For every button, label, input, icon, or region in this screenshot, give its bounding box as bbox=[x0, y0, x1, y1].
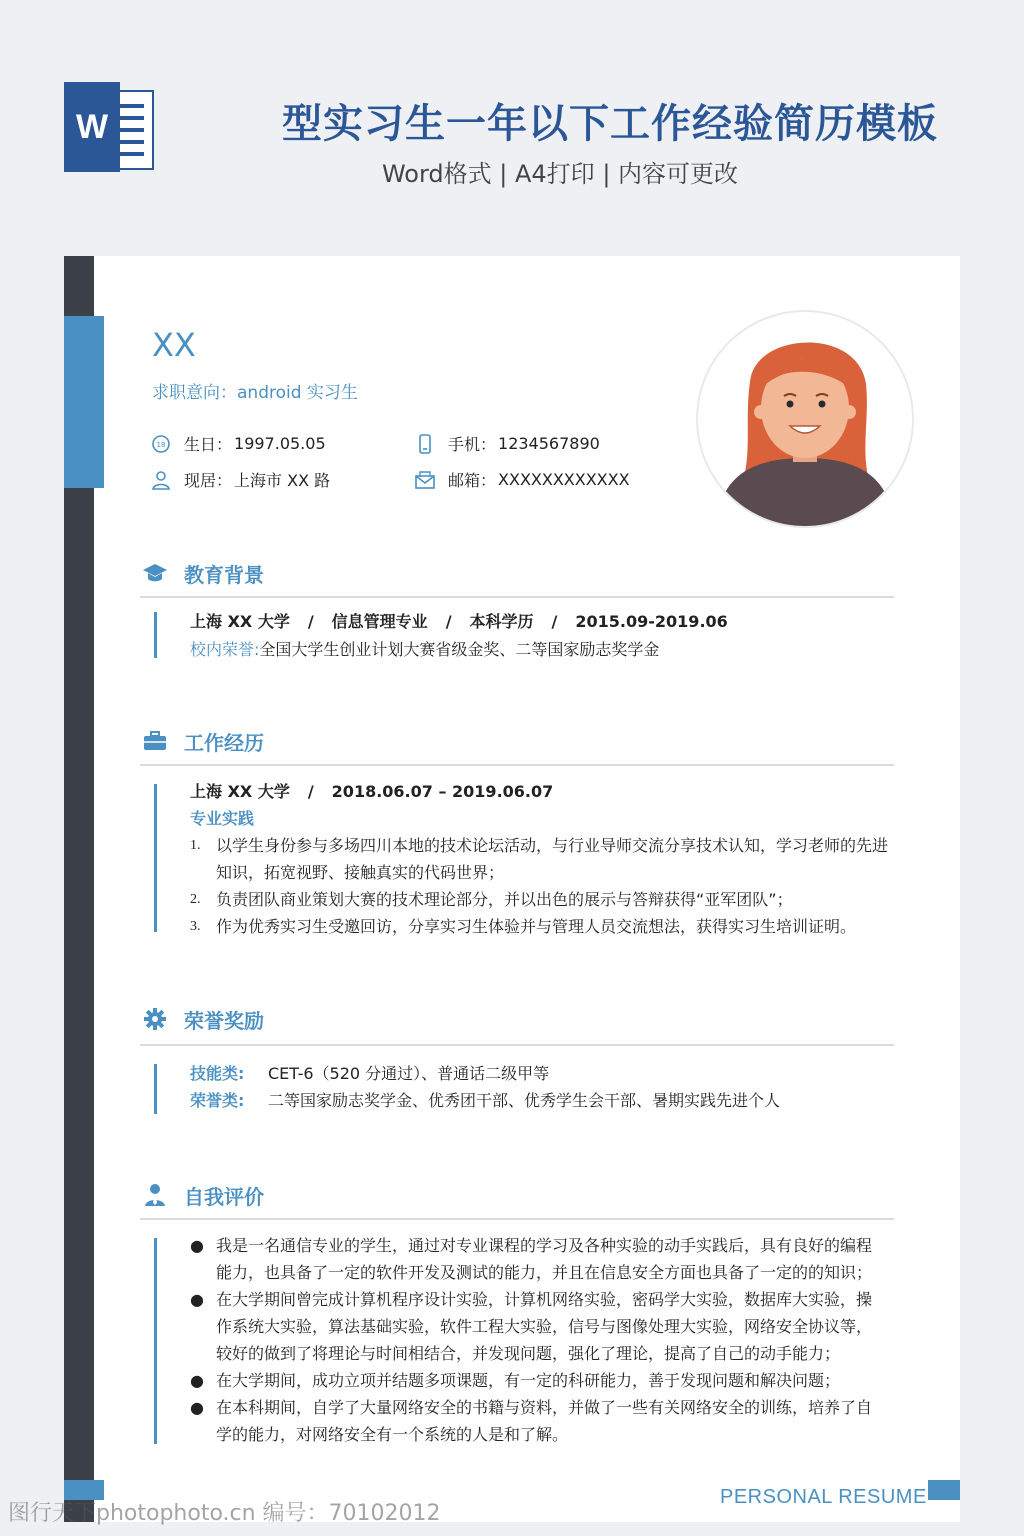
banner-title: 型实习生一年以下工作经验简历模板 bbox=[282, 101, 938, 147]
word-logo-letter: W bbox=[64, 82, 120, 172]
phone-label: 手机： bbox=[448, 435, 497, 454]
work-marker bbox=[154, 784, 157, 932]
awards-section-header bbox=[140, 1004, 264, 1034]
self-eval-section-header bbox=[140, 1180, 264, 1210]
education-honor-value: 全国大学生创业计划大赛省级金奖、二等国家励志奖学金 bbox=[259, 640, 660, 659]
honors-row bbox=[190, 1087, 780, 1114]
education-section-header bbox=[140, 558, 264, 588]
education-title: 教育背景 bbox=[184, 562, 264, 587]
self-eval-divider bbox=[140, 1218, 894, 1220]
phone-info bbox=[414, 432, 600, 455]
major: 信息管理专业 bbox=[331, 612, 428, 631]
birthday-icon bbox=[150, 433, 172, 455]
graduation-cap-icon bbox=[140, 558, 170, 588]
address-info bbox=[150, 468, 330, 491]
work-section-header bbox=[140, 726, 264, 756]
candidate-name: XX bbox=[152, 326, 196, 364]
self-eval-marker bbox=[154, 1238, 157, 1444]
self-eval-list bbox=[190, 1232, 886, 1448]
degree: 本科学历 bbox=[469, 612, 534, 631]
phone-value: 1234567890 bbox=[498, 434, 600, 453]
personal-resume-label: PERSONAL RESUME bbox=[720, 1486, 927, 1508]
corner-accent bbox=[928, 1480, 960, 1500]
address-label: 现居： bbox=[184, 471, 233, 490]
education-honor-label: 校内荣誉: bbox=[190, 640, 260, 659]
work-divider bbox=[140, 764, 894, 766]
email-icon bbox=[414, 469, 436, 491]
list-item: ● 在本科期间，自学了大量网络安全的书籍与资料，并做了一些有关网络安全的训练，培养了自学的能力，对网络安全有一个系统的人是和了解。 bbox=[190, 1398, 873, 1444]
education-divider bbox=[140, 596, 894, 598]
gear-icon bbox=[140, 1004, 170, 1034]
resume-paper bbox=[64, 256, 960, 1522]
avatar bbox=[696, 310, 914, 528]
list-item: 3. 作为优秀实习生受邀回访，分享实习生体验并与管理人员交流想法，获得实习生培训证明。 bbox=[190, 917, 857, 936]
work-period: 2018.06.07 – 2019.06.07 bbox=[331, 782, 554, 801]
list-item: 2. 负责团队商业策划大赛的技术理论部分，并以出色的展示与答辩获得“亚军团队”； bbox=[190, 890, 793, 909]
honors-value: 二等国家励志奖学金、优秀团干部、优秀学生会干部、暑期实践先进个人 bbox=[268, 1091, 781, 1110]
work-subtitle: 专业实践 bbox=[190, 809, 255, 828]
awards-title: 荣誉奖励 bbox=[184, 1008, 264, 1033]
address-value: 上海市 XX 路 bbox=[234, 471, 331, 490]
list-item: ● 在大学期间，成功立项并结题多项课题，有一定的科研能力，善于发现问题和解决问题； bbox=[190, 1371, 841, 1390]
birth-label: 生日： bbox=[184, 435, 233, 454]
job-intent: 求职意向：android 实习生 bbox=[152, 383, 358, 403]
work-title: 工作经历 bbox=[184, 730, 264, 755]
education-marker bbox=[154, 612, 157, 658]
email-label: 邮箱： bbox=[448, 471, 497, 490]
work-company: 上海 XX 大学 bbox=[190, 782, 290, 801]
skills-label: 技能类: bbox=[190, 1064, 245, 1083]
watermark: 图行天下photophoto.cn 编号：70102012 bbox=[8, 1501, 441, 1526]
awards-marker bbox=[154, 1064, 157, 1114]
person-tie-icon bbox=[140, 1180, 170, 1210]
avatar-illustration bbox=[698, 312, 912, 526]
self-eval-title: 自我评价 bbox=[184, 1184, 264, 1209]
list-item: 1. 以学生身份参与多场四川本地的技术论坛活动，与行业导师交流分享技术认知，学习老师的先进知识，拓宽视野、接触真实的代码世界； bbox=[190, 836, 889, 882]
school-name: 上海 XX 大学 bbox=[190, 612, 290, 631]
work-list bbox=[190, 832, 890, 940]
awards-divider bbox=[140, 1044, 894, 1046]
birth-info bbox=[150, 432, 326, 455]
word-logo-icon bbox=[64, 82, 156, 172]
briefcase-icon bbox=[140, 726, 170, 756]
education-period: 2015.09-2019.06 bbox=[575, 612, 728, 631]
email-info bbox=[414, 468, 630, 491]
list-item: ● 我是一名通信专业的学生，通过对专业课程的学习及各种实验的动手实践后，具有良好的编程能力，也具备了一定的软件开发及测试的能力，并且在信息安全方面也具备了一定的的知识； bbox=[190, 1236, 873, 1282]
skills-row bbox=[190, 1060, 549, 1087]
work-summary: 上海 XX 大学 / 2018.06.07 – 2019.06.07 bbox=[190, 782, 554, 801]
email-value: XXXXXXXXXXXX bbox=[498, 470, 630, 489]
education-summary: 上海 XX 大学 / 信息管理专业 / 本科学历 / 2015.09-2019.06 bbox=[190, 612, 728, 631]
left-accent-bar bbox=[64, 316, 104, 488]
list-item: ● 在大学期间曾完成计算机程序设计实验，计算机网络实验，密码学大实验，数据库大实验，操作系统大实验，算法基础实验，软件工程大实验，信号与图像处理大实验，网络安全协议等，较好的做到了将理论与时间相结合，并发现问题，强化了理论，提高了自己的动手能力； bbox=[190, 1290, 873, 1363]
location-person-icon bbox=[150, 469, 172, 491]
phone-icon bbox=[414, 433, 436, 455]
birth-value: 1997.05.05 bbox=[234, 434, 326, 453]
education-honor bbox=[190, 636, 659, 663]
banner-subtitle: Word格式 | A4打印 | 内容可更改 bbox=[381, 160, 739, 188]
svg-text:18: 18 bbox=[156, 440, 166, 449]
skills-value: CET-6（520 分通过）、普通话二级甲等 bbox=[268, 1064, 550, 1083]
honors-label: 荣誉类: bbox=[190, 1091, 245, 1110]
